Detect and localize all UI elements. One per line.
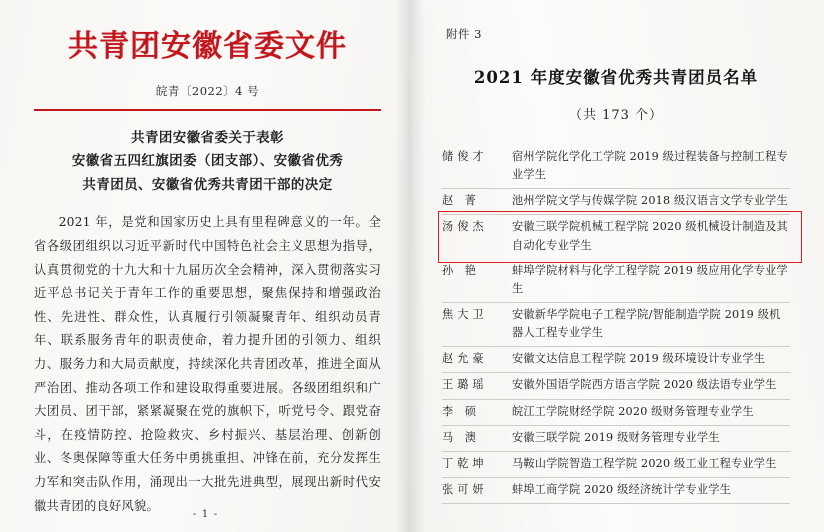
document-masthead: 共青团安徽省委文件 xyxy=(68,29,347,64)
entry-affiliation: 安徽外国语学院西方语言学院 2020 级法语专业学生 xyxy=(512,373,790,399)
right-document-page xyxy=(412,0,824,532)
document-title xyxy=(34,127,381,198)
entry-affiliation: 蚌埠学院材料与化学工程学院 2019 级应用化学专业学生 xyxy=(512,259,790,303)
entry-name: 赵 菁 xyxy=(442,189,512,215)
entry-name: 汤俊杰 xyxy=(442,220,488,234)
entry-affiliation: 安徽文达信息工程学院 2019 级环境设计专业学生 xyxy=(512,347,790,373)
list-subtitle: （共 173 个） xyxy=(568,108,664,123)
table-row xyxy=(442,399,790,425)
table-row xyxy=(442,451,790,477)
list-title: 2021 年度安徽省优秀共青团员名单 xyxy=(473,68,759,87)
entry-name: 焦大卫 xyxy=(442,302,512,346)
table-row xyxy=(442,259,790,303)
entry-affiliation: 池州学院文学与传媒学院 2018 级汉语言文学专业学生 xyxy=(512,189,790,215)
attachment-label: 附件 3 xyxy=(446,27,482,41)
entry-name: 赵允豪 xyxy=(442,347,512,373)
document-title-line-3: 共青团员、安徽省优秀共青团干部的决定 xyxy=(82,176,333,193)
entry-name: 孙 艳 xyxy=(442,259,512,303)
entry-name: 储俊才 xyxy=(442,145,512,189)
entry-name: 丁乾坤 xyxy=(442,451,512,477)
table-row xyxy=(442,347,790,373)
entry-name: 张可妍 xyxy=(442,477,512,503)
entry-affiliation: 宿州学院化学化工学院 2019 级过程装备与控制工程专业学生 xyxy=(512,145,790,189)
entry-affiliation: 安徽三联学院 2019 级财务管理专业学生 xyxy=(512,425,790,451)
entry-name: 马 澳 xyxy=(442,425,512,451)
entry-name: 李 硕 xyxy=(442,399,512,425)
entry-affiliation: 皖江工学院财经学院 2020 级财务管理专业学生 xyxy=(512,399,790,425)
table-row xyxy=(442,373,790,399)
entry-name: 王璐瑶 xyxy=(442,373,512,399)
entry-affiliation: 安徽新华学院电子工程学院/智能制造学院 2019 级机器人工程专业学生 xyxy=(512,302,790,346)
table-row xyxy=(442,425,790,451)
entry-affiliation: 蚌埠工商学院 2020 级经济统计学专业学生 xyxy=(512,477,790,503)
document-title-line-2: 安徽省五四红旗团委（团支部）、安徽省优秀 xyxy=(71,153,344,170)
table-row xyxy=(442,145,790,189)
document-title-line-1: 共青团安徽省委关于表彰 xyxy=(131,129,284,146)
document-body-paragraph: 2021 年，是党和国家历史上具有里程碑意义的一年。全省各级团组织以习近平新时代中国特色社会主义思想为指导，认真贯彻党的十九大和十九届历次全会精神，深入贯彻落实习近平总书记关于青年工作的重要思想，聚焦保持和增强政治性、先进性、群众性，认真履行引领凝聚青年、组织动员青年、联系服务青年的职责使命，着力提升团的引领力、组织力、服务力和大局贡献度，持续深化共青团改革，推进全面从严治团、推动各项工作和建设取得重要进展。各级团组织和广大团员、团干部，紧紧凝聚在党的旗帜下，听党号令、跟党奋斗，在疫情防控、抢险救灾、乡村振兴、基层治理、创新创业、冬奥保障等重大任务中勇挑重担、冲锋在前，充分发挥生力军和突击队作用，涌现出一大批先进典型，展现出新时代安徽共青团的良好风貌。 xyxy=(34,215,381,513)
document-number: 皖青〔2022〕4 号 xyxy=(155,83,260,98)
name-list-table xyxy=(442,145,790,504)
entry-affiliation: 马鞍山学院智造工程学院 2020 级工业工程专业学生 xyxy=(512,451,790,477)
document-body xyxy=(34,211,381,518)
name-list-wrapper xyxy=(442,145,790,504)
page-number: - 1 - xyxy=(192,508,219,520)
table-row xyxy=(442,215,790,259)
red-divider-rule xyxy=(34,109,381,111)
table-row xyxy=(442,477,790,503)
table-row xyxy=(442,189,790,215)
table-row xyxy=(442,302,790,346)
entry-affiliation: 安徽三联学院机械工程学院 2020 级机械设计制造及其自动化专业学生 xyxy=(512,220,788,252)
